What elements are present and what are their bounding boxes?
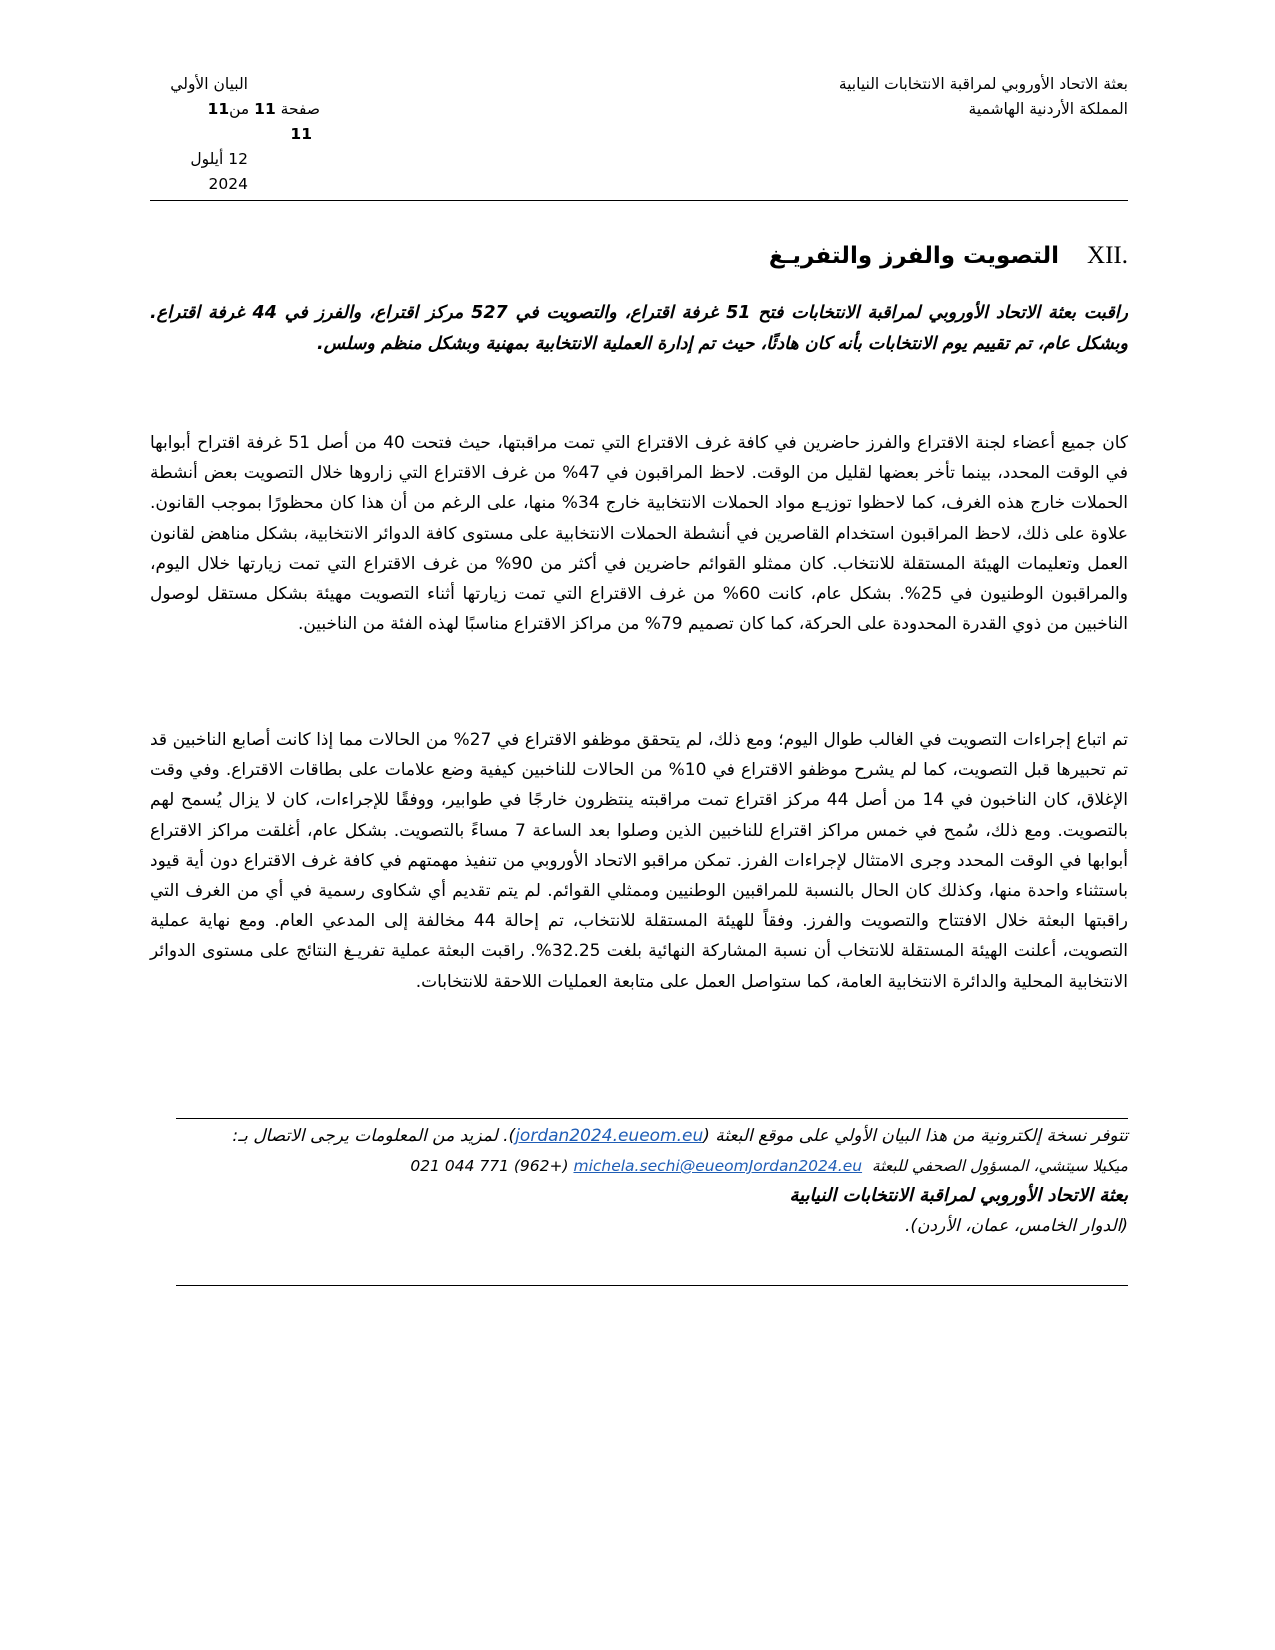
header-country: المملكة الأردنية الهاشمية bbox=[968, 100, 1128, 118]
page-total: 11 bbox=[207, 100, 230, 118]
contact-email-link[interactable]: michela.sechi@eueomJordan2024.eu bbox=[573, 1157, 863, 1175]
footer-availability bbox=[150, 1121, 1128, 1151]
contact-phone: 021 044 771 (962+) bbox=[410, 1157, 569, 1175]
lead-summary: راقبت بعثة الاتحاد الأوروبي لمراقبة الانتخابات فتح 51 غرفة اقتراع، والتصويت في 527 مركز اقتراع، والفرز في 44 غرفة اقتراع. وبشكل عام، تم تقييم يوم الانتخابات بأنه كان هادئًا، حيث تم إدارة العملية الانتخابية بمهنية وبشكل منظم وسلس. bbox=[150, 303, 1129, 354]
page-total-wrap: 11 bbox=[290, 125, 312, 143]
body-paragraph: كان جميع أعضاء لجنة الاقتراع والفرز حاضرين في كافة غرف الاقتراع التي تمت مراقبتها، حيث فتحت 40 من أصل 51 غرفة اقتراح أبوابها في الوقت المحدد، بينما تأخر بعضها لقليل من الوقت. لاحظ المراقبون في 47% من غرف الاقتراع التي زاروها خلال التصويت بعض أنشطة الحملات خارج هذه الغرف، كما لاحظوا توزيـع مواد الحملات الانتخابية خارج 34% منها، على الرغم من أن هذا كان محظورًا بموجب القانون. علاوة على ذلك، لاحظ المراقبون استخدام القاصرين في أنشطة الحملات الانتخابية على مستوى كافة الدوائر الانتخابية، بشكل مناهض لقانون العمل وتعليمات الهيئة المستقلة للانتخاب. كان ممثلو القوائم حاضرين في أكثر من 90% من غرف الاقتراع التي تمت زيارتها خلال اليوم، والمراقبون الوطنيون في 25%. بشكل عام، كانت 60% من غرف الاقتراع التي تمت زيارتها أثناء التصويت مهيئة بشكل مستقل لوصول الناخبين من ذوي القدرة المحدودة على الحركة، كما كان تصميم 79% من مراكز الاقتراع مناسبًا لهذه الفئة من الناخبين. bbox=[150, 433, 1129, 635]
page-number bbox=[150, 97, 320, 122]
page-label: صفحة bbox=[280, 100, 320, 118]
availability-text-before: تتوفر نسخة إلكترونية من هذا البيان الأولي على موقع البعثة ( bbox=[703, 1126, 1128, 1146]
page-of: من bbox=[229, 100, 250, 118]
footer-divider-bottom bbox=[176, 1285, 1128, 1286]
section-heading bbox=[769, 242, 1128, 270]
footer-divider-top bbox=[176, 1118, 1128, 1119]
footer-contact bbox=[150, 1151, 1128, 1181]
section-number: XII. bbox=[1087, 242, 1128, 269]
body-paragraph: تم اتباع إجراءات التصويت في الغالب طوال اليوم؛ ومع ذلك، لم يتحقق موظفو الاقتراع في 27% من الحالات مما إذا كانت أصابع الناخبين قد تم تحبيرها قبل التصويت، كما لم يشرح موظفو الاقتراع في 10% من الحالات للناخبين كيفية وضع علامات على بطاقات الاقتراع. وفي وقت الإغلاق، كان الناخبون في 14 من أصل 44 مركز اقتراع تمت مراقبته ينتظرون خارجًا في طوابير، ووفقًا للإجراءات، كان لا يزال يُسمح لهم بالتصويت. ومع ذلك، سُمح في خمس مراكز اقتراع للناخبين الذين وصلوا بعد الساعة 7 مساءً بالتصويت. بشكل عام، أغلقت مراكز الاقتراع أبوابها في الوقت المحدد وجرى الامتثال لإجراءات الفرز. تمكن مراقبو الاتحاد الأوروبي من تنفيذ مهمتهم في كافة غرف الاقتراع دون أية قيود باستثناء واحدة منها، وكذلك كان الحال بالنسبة للمراقبين الوطنيين وممثلي القوائم. لم يتم تقديم أي شكاوى رسمية في أي من الغرف التي راقبتها البعثة خلال الافتتاح والتصويت والفرز. وفقاً للهيئة المستقلة للانتخاب، تم إحالة 44 مخالفة إلى المدعي العام. ومع نهاية عملية التصويت، أعلنت الهيئة المستقلة للانتخاب أن نسبة المشاركة النهائية بلغت 32.25%. راقبت البعثة عملية تفريـغ النتائج على مستوى الدوائر الانتخابية المحلية والدائرة الانتخابية العامة، كما ستواصل العمل على متابعة العمليات اللاحقة للانتخابات. bbox=[150, 730, 1129, 992]
header-document-info bbox=[150, 72, 320, 197]
footer-address: (الدوار الخامس، عمان، الأردن). bbox=[905, 1216, 1128, 1236]
availability-text-after: ). لمزيد من المعلومات يرجى الاتصال بـ: bbox=[232, 1126, 516, 1146]
header-org-name: بعثة الاتحاد الأوروبي لمراقبة الانتخابات النيابية bbox=[838, 75, 1128, 93]
header-organization bbox=[708, 72, 1128, 122]
section-title: التصويت والفرز والتفريـغ bbox=[768, 243, 1060, 269]
contact-name-role: ميكيلا سيتشي، المسؤول الصحفي للبعثة bbox=[871, 1157, 1128, 1175]
header-divider bbox=[150, 200, 1128, 201]
footer-org-name: بعثة الاتحاد الأوروبي لمراقبة الانتخابات النيابية bbox=[789, 1185, 1128, 1206]
page-current: 11 bbox=[254, 100, 276, 118]
header-date: 12 أيلول 2024 bbox=[190, 150, 248, 193]
footer-contact-block bbox=[150, 1121, 1128, 1241]
website-link[interactable]: jordan2024.eueom.eu bbox=[515, 1126, 704, 1146]
header-doc-type: البيان الأولي bbox=[170, 75, 248, 93]
